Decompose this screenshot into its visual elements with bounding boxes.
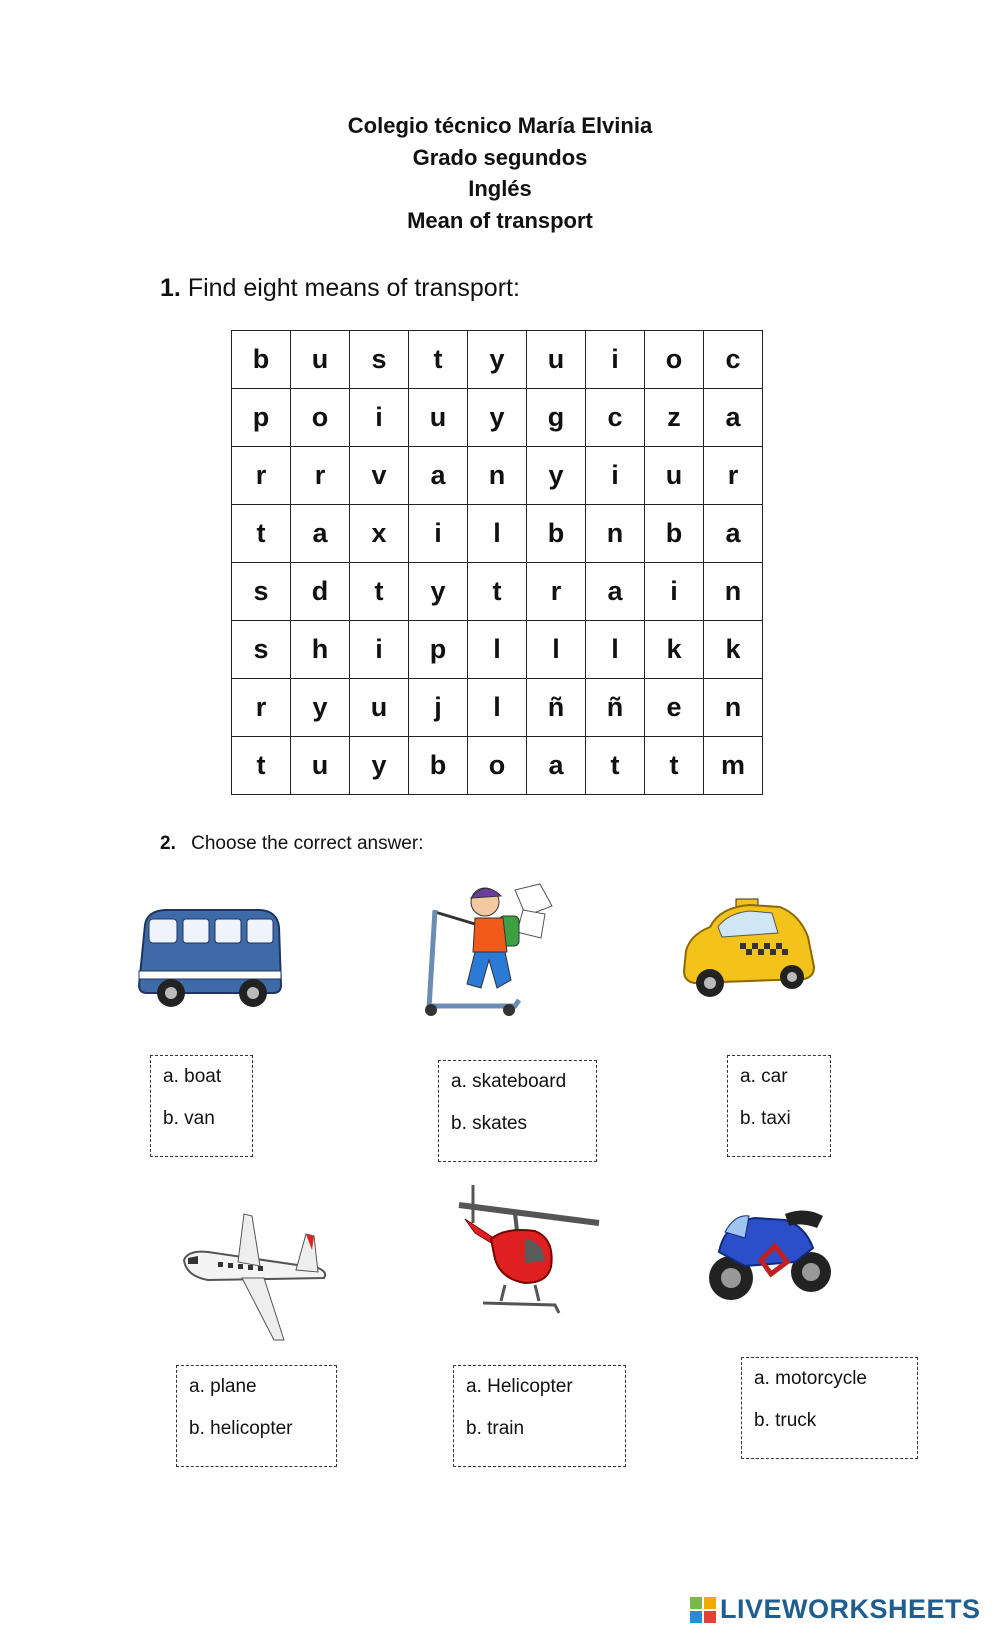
taxi-icon [680,897,820,1007]
grid-cell[interactable]: i [586,331,645,389]
grid-cell[interactable]: x [350,505,409,563]
grid-row [232,389,763,447]
grid-cell[interactable]: ñ [586,679,645,737]
question-1-number: 1. [160,274,181,302]
grid-cell[interactable]: r [232,447,291,505]
grid-cell[interactable]: k [645,621,704,679]
brand-name: LIVEWORKSHEETS [720,1594,981,1624]
van-icon [135,905,285,1010]
option-a[interactable]: a. Helicopter [466,1376,573,1397]
grid-cell[interactable]: k [704,621,763,679]
grid-cell[interactable]: r [291,447,350,505]
grade: Grado segundos [412,144,588,170]
grid-cell[interactable]: u [645,447,704,505]
grid-cell[interactable]: t [586,737,645,795]
grid-cell[interactable]: l [468,505,527,563]
grid-cell[interactable]: l [468,621,527,679]
grid-cell[interactable]: z [645,389,704,447]
topic-title: Mean of transport [407,207,593,233]
liveworksheets-logo-icon [690,1597,716,1623]
grid-cell[interactable]: u [350,679,409,737]
grid-cell[interactable]: d [291,563,350,621]
option-a[interactable]: a. car [740,1066,788,1087]
grid-cell[interactable]: t [409,331,468,389]
grid-cell[interactable]: g [527,389,586,447]
question-2-text: Choose the correct answer: [191,833,424,854]
grid-cell[interactable]: n [586,505,645,563]
grid-cell[interactable]: t [645,737,704,795]
grid-cell[interactable]: a [409,447,468,505]
grid-cell[interactable]: s [232,563,291,621]
question-1 [160,274,520,303]
worksheet-header [0,110,1000,236]
grid-cell[interactable]: n [704,679,763,737]
grid-row [232,447,763,505]
grid-cell[interactable]: r [704,447,763,505]
grid-cell[interactable]: p [409,621,468,679]
grid-row [232,563,763,621]
subject: Inglés [468,176,532,201]
grid-cell[interactable]: u [291,331,350,389]
question-2 [160,833,423,855]
option-b[interactable]: b. taxi [740,1108,791,1129]
plane-icon [178,1210,333,1350]
grid-cell[interactable]: b [527,505,586,563]
school-name: Colegio técnico María Elvinia [347,113,653,138]
grid-cell[interactable]: u [291,737,350,795]
grid-cell[interactable]: i [350,621,409,679]
grid-cell[interactable]: e [645,679,704,737]
word-search-grid[interactable] [231,330,763,795]
grid-cell[interactable]: j [409,679,468,737]
grid-cell[interactable]: t [232,737,291,795]
question-2-number: 2. [160,833,176,854]
grid-cell[interactable]: a [291,505,350,563]
grid-cell[interactable]: r [527,563,586,621]
grid-cell[interactable]: i [409,505,468,563]
grid-cell[interactable]: c [586,389,645,447]
grid-cell[interactable]: c [704,331,763,389]
option-b[interactable]: b. train [466,1418,525,1439]
grid-row [232,679,763,737]
scooter-icon [415,880,565,1020]
grid-cell[interactable]: a [704,505,763,563]
grid-cell[interactable]: ñ [527,679,586,737]
grid-cell[interactable]: a [586,563,645,621]
option-a[interactable]: a. plane [189,1376,257,1397]
grid-cell[interactable]: t [232,505,291,563]
grid-cell[interactable]: u [527,331,586,389]
grid-cell[interactable]: s [350,331,409,389]
option-a[interactable]: a. motorcycle [754,1368,867,1389]
grid-cell[interactable]: y [291,679,350,737]
grid-cell[interactable]: t [350,563,409,621]
grid-cell[interactable]: s [232,621,291,679]
grid-cell[interactable]: b [232,331,291,389]
motorcycle-icon [705,1202,835,1307]
answer-box-scooter[interactable] [438,1060,597,1162]
liveworksheets-logo [690,1594,981,1625]
option-b[interactable]: b. van [163,1108,215,1129]
grid-cell[interactable]: y [468,331,527,389]
grid-cell[interactable]: m [704,737,763,795]
option-b[interactable]: b. helicopter [189,1418,293,1439]
grid-row [232,505,763,563]
grid-cell[interactable]: i [645,563,704,621]
answer-box-plane[interactable] [176,1365,337,1467]
grid-cell[interactable]: o [291,389,350,447]
grid-cell[interactable]: l [586,621,645,679]
question-1-text: Find eight means of transport: [187,274,520,302]
grid-cell[interactable]: o [468,737,527,795]
grid-cell[interactable]: u [409,389,468,447]
answer-box-helicopter[interactable] [453,1365,626,1467]
grid-cell[interactable]: r [232,679,291,737]
answer-box-taxi[interactable] [727,1055,831,1157]
option-a[interactable]: a. boat [163,1066,222,1087]
answer-box-motorcycle[interactable] [741,1357,918,1459]
grid-cell[interactable]: y [468,389,527,447]
grid-row [232,331,763,389]
grid-row [232,621,763,679]
grid-cell[interactable]: i [350,389,409,447]
grid-cell[interactable]: n [468,447,527,505]
answer-box-van[interactable] [150,1055,253,1157]
grid-cell[interactable]: y [527,447,586,505]
grid-cell[interactable]: t [468,563,527,621]
grid-cell[interactable]: b [645,505,704,563]
grid-cell[interactable]: b [409,737,468,795]
grid-cell[interactable]: o [645,331,704,389]
grid-cell[interactable]: y [350,737,409,795]
grid-cell[interactable]: i [586,447,645,505]
option-b[interactable]: b. skates [451,1113,528,1134]
helicopter-icon [455,1183,605,1323]
grid-cell[interactable]: a [704,389,763,447]
grid-cell[interactable]: n [704,563,763,621]
grid-cell[interactable]: h [291,621,350,679]
grid-cell[interactable]: p [232,389,291,447]
grid-cell[interactable]: l [527,621,586,679]
grid-cell[interactable]: y [409,563,468,621]
grid-cell[interactable]: l [468,679,527,737]
grid-cell[interactable]: a [527,737,586,795]
grid-row [232,737,763,795]
grid-cell[interactable]: v [350,447,409,505]
option-b[interactable]: b. truck [754,1410,817,1431]
option-a[interactable]: a. skateboard [451,1071,567,1092]
